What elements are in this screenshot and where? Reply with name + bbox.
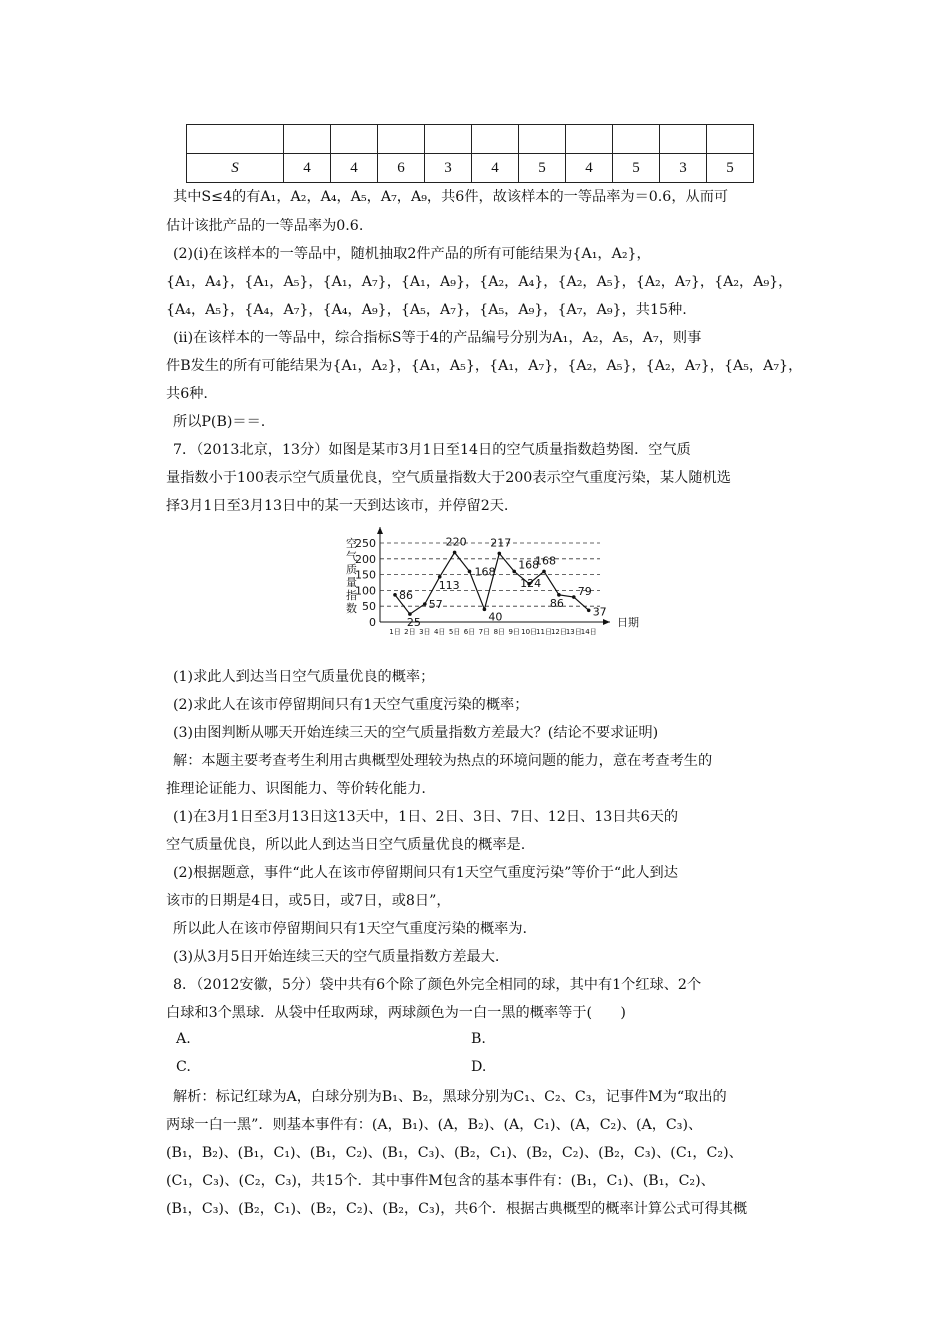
table-cell: 4 [284,154,331,183]
text-line: 两球一白一黑”．则基本事件有：(A，B₁)、(A，B₂)、(A，C₁)、(A，C₂)、(A，C₃)、 [166,1117,703,1133]
y-axis-label-char: 质 [346,563,357,576]
data-label: 86 [549,596,564,610]
table-cell: 4 [472,154,519,183]
x-tick-label: 10日 [521,628,538,636]
x-tick-label: 12日 [550,628,567,636]
x-tick-label: 8日 [493,628,506,636]
data-point [512,570,516,574]
text-line: 所以P(B)＝＝. [173,414,266,430]
y-tick-label: 250 [355,537,376,550]
text-line: 所以此人在该市停留期间只有1天空气重度污染的概率为. [173,921,528,937]
data-label: 37 [592,605,607,619]
data-label: 168 [535,554,556,568]
text-line: (B₁，C₃)、(B₂，C₁)、(B₂，C₂)、(B₂，C₃)，共6个．根据古典概型的概率计算公式可得其概 [166,1201,748,1217]
table-cell: 6 [378,154,425,183]
text-line: {A₄，A₅}，{A₄，A₇}，{A₄，A₉}，{A₅，A₇}，{A₅，A₉}，{A₇，A₉}，共15种. [166,302,687,318]
text-line: (1)求此人到达当日空气质量优良的概率； [173,669,435,685]
y-axis-label-char: 空 [346,537,357,550]
x-tick-label: 5日 [448,628,461,636]
y-tick-label: 0 [369,616,376,629]
data-label: 168 [518,558,540,572]
data-label: 25 [406,616,421,630]
text-line: 空气质量优良，所以此人到达当日空气质量优良的概率是. [166,837,526,853]
y-tick-label: 50 [362,600,376,614]
y-tick-label: 200 [355,552,376,566]
x-tick-label: 3日 [419,628,431,636]
text-line: 该市的日期是4日，或5日，或7日，或8日”， [166,893,451,909]
x-tick-label: 14日 [580,628,597,636]
text-line: 择3月1日至3月13日中的某一天到达该市，并停留2天. [166,498,509,514]
text-line: 8．（2012安徽，5分）袋中共有6个除了颜色外完全相同的球，其中有1个红球、2个 [173,977,702,993]
option-c: C. [176,1059,191,1075]
data-label: 168 [474,565,496,579]
data-label: 79 [577,585,592,599]
text-line: (2)根据题意，事件“此人在该市停留期间只有1天空气重度污染”等价于“此人到达 [173,865,678,881]
y-axis-label-char: 气 [346,550,357,563]
x-tick-label: 11日 [536,628,552,636]
x-tick-label: 2日 [404,628,416,636]
text-line: 其中S≤4的有A₁，A₂，A₄，A₅，A₇，A₉，共6件，故该样本的一等品率为＝0.6，从而可 [173,189,729,205]
table-row-label: S [187,154,284,183]
option-a: A. [176,1031,191,1047]
data-point [453,551,457,555]
data-point [498,552,502,556]
text-line: 7．（2013北京，13分）如图是某市3月1日至14日的空气质量指数趋势图．空气质 [173,442,691,458]
y-axis-label-char: 量 [346,576,357,589]
text-line: (2)(ⅰ)在该样本的一等品中，随机抽取2件产品的所有可能结果为{A₁，A₂}， [173,246,651,262]
table-cell: 5 [613,154,660,183]
data-point [468,570,472,574]
text-line: 白球和3个黑球．从袋中任取两球，两球颜色为一白一黑的概率等于( ) [166,1005,626,1021]
table-cell: 4 [566,154,613,183]
y-axis-label-char: 指 [346,589,357,602]
data-point [587,609,591,613]
table-cell: 4 [331,154,378,183]
data-point [483,608,487,612]
table-cell: 5 [707,154,754,183]
table-cell: 3 [425,154,472,183]
text-line: 解析：标记红球为A，白球分别为B₁、B₂，黑球分别为C₁、C₂、C₃，记事件M为“取出的 [173,1089,727,1105]
x-tick-label: 6日 [463,628,476,636]
x-tick-label: 7日 [478,628,491,636]
y-axis-arrow [377,527,383,534]
text-line: {A₁，A₄}，{A₁，A₅}，{A₁，A₇}，{A₁，A₉}，{A₂，A₄}，{A₂，A₅}，{A₂，A₇}，{A₂，A₉}， [166,274,793,290]
data-label: 217 [490,536,512,550]
data-point [393,593,397,597]
data-label: 220 [445,535,467,549]
text-line: 估计该批产品的一等品率为0.6. [166,218,364,234]
data-label: 86 [399,588,413,602]
data-point [423,602,427,606]
x-axis-arrow [603,619,610,625]
text-line: (B₁，B₂)、(B₁，C₁)、(B₁，C₂)、(B₁，C₃)、(B₂，C₁)、(B₂，C₂)、(B₂，C₃)、(C₁，C₂)、 [166,1145,743,1161]
data-point [572,595,576,599]
x-tick-label: 4日 [433,628,446,636]
y-tick-label: 150 [355,568,376,582]
option-d: D. [471,1059,487,1075]
text-line: (3)由图判断从哪天开始连续三天的空气质量指数方差最大？(结论不要求证明) [173,725,659,741]
y-tick-label: 100 [355,584,376,598]
data-point [542,570,546,574]
option-b: B. [471,1031,486,1047]
text-line: 量指数小于100表示空气质量优良，空气质量指数大于200表示空气重度污染，某人随机选 [166,470,731,486]
table-cell: 3 [660,154,707,183]
text-line: 解：本题主要考查考生利用古典概型处理较为热点的环境问题的能力，意在考查考生的 [173,753,713,769]
text-line: (ⅱ)在该样本的一等品中，综合指标S等于4的产品编号分别为A₁，A₂，A₅，A₇，则事 [173,330,702,346]
text-line: 件B发生的所有可能结果为{A₁，A₂}，{A₁，A₅}，{A₁，A₇}，{A₂，A₅}，{A₂，A₇}，{A₅，A₇}， [166,358,803,374]
text-line: (2)求此人在该市停留期间只有1天空气重度污染的概率； [173,697,529,713]
x-tick-label: 13日 [565,628,582,636]
y-axis-label-char: 数 [346,602,357,615]
x-tick-label: 9日 [508,628,520,636]
text-line: (1)在3月1日至3月13日这13天中，1日、2日、3日、7日、12日、13日共6天的 [173,809,679,825]
data-label: 124 [520,576,542,590]
text-line: 推理论证能力、识图能力、等价转化能力. [166,781,426,797]
data-label: 57 [428,597,443,611]
x-axis-label: 日期 [617,616,639,629]
text-line: (C₁，C₃)、(C₂，C₃)，共15个．其中事件M包含的基本事件有：(B₁，C₁)、(B₁，C₂)、 [166,1173,715,1189]
text-line: (3)从3月5日开始连续三天的空气质量指数方差最大. [173,949,500,965]
data-label: 113 [438,578,460,592]
text-line: 共6种. [166,386,208,402]
table-cell: 5 [519,154,566,183]
data-label: 40 [488,610,503,624]
x-tick-label: 1日 [389,628,401,636]
